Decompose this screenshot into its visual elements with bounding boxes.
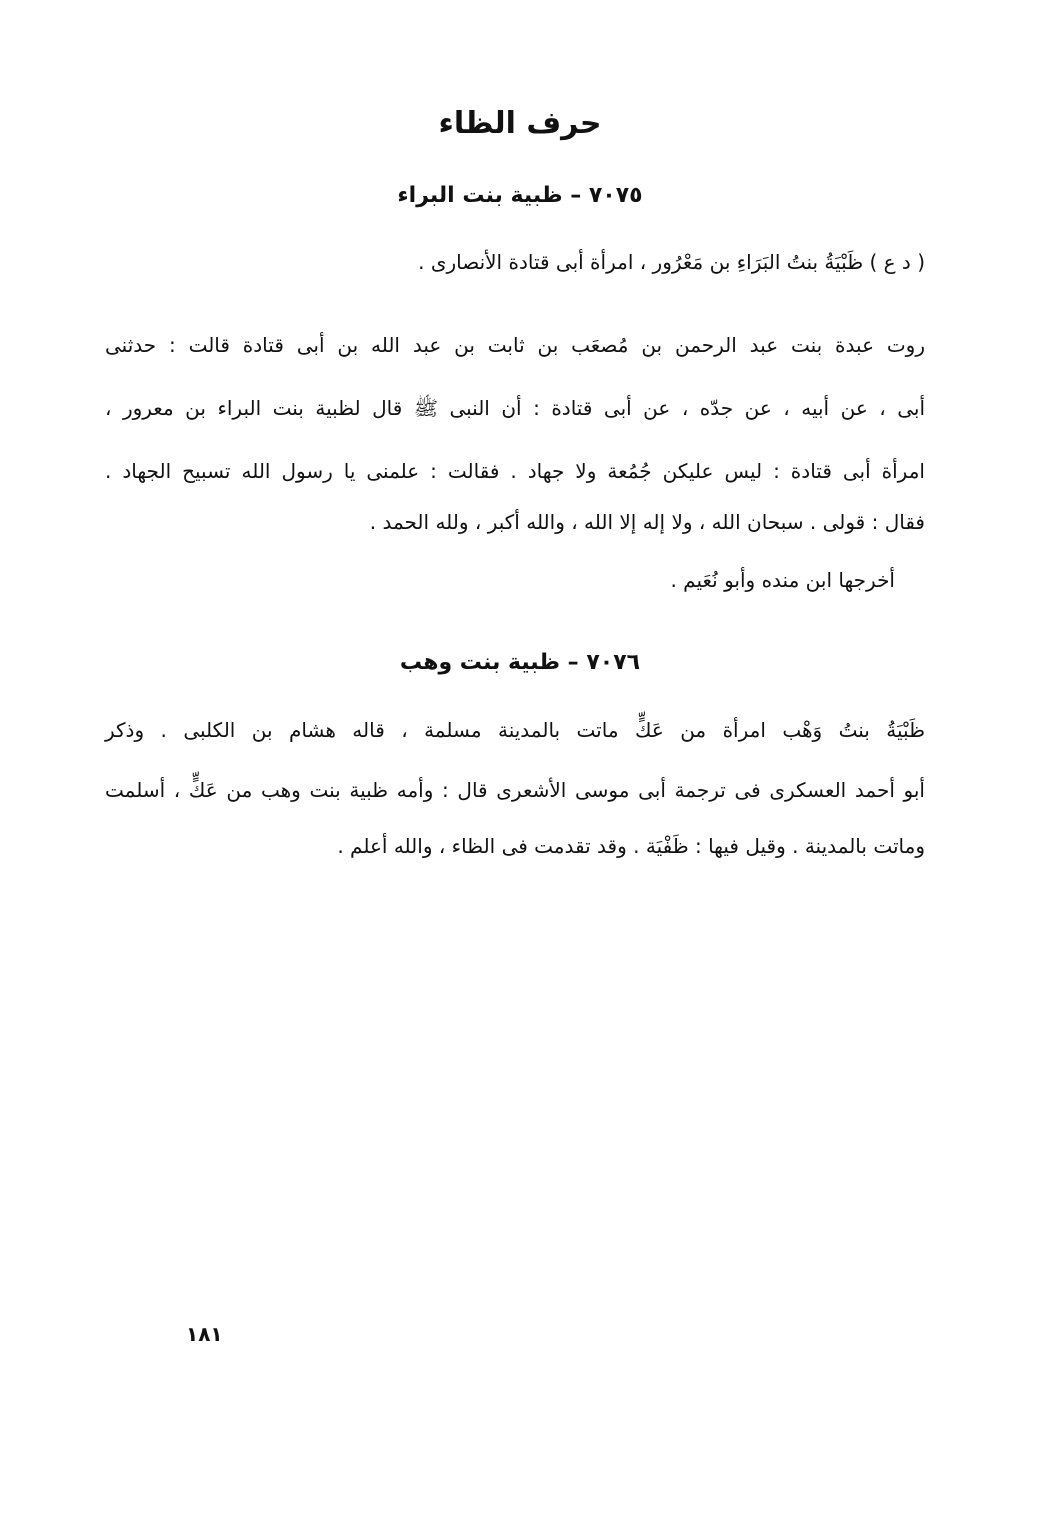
entry-intro-line: ( د ع ) ظَبْيَةُ بنتُ البَرَاءِ بن مَعْرُور ، امرأة أبى قتادة الأنصارى . bbox=[418, 250, 925, 274]
entry-text-line: أبو أحمد العسكرى فى ترجمة أبى موسى الأشعرى قال : وأمه ظبية بنت وهب من عَكٍّ ، أسلمت bbox=[105, 778, 925, 802]
entry-source-line: أخرجها ابن منده وأبو نُعَيم . bbox=[670, 568, 895, 592]
chapter-title: حرف الظاء bbox=[438, 106, 602, 141]
entry-text-line: أبى ، عن أبيه ، عن جدّه ، عن أبى قتادة : أن النبى ﷺ قال لظبية بنت البراء بن معرور ، bbox=[105, 396, 925, 420]
entry-text-line: فقال : قولى . سبحان الله ، ولا إله إلا الله ، والله أكبر ، ولله الحمد . bbox=[369, 510, 925, 534]
entry-heading-7075: ٧٠٧٥ – ظبية بنت البراء bbox=[397, 183, 643, 208]
entry-text-line: روت عبدة بنت عبد الرحمن بن مُصعَب بن ثابت بن عبد الله بن أبى قتادة قالت : حدثنى bbox=[105, 333, 925, 357]
page-number: ١٨١ bbox=[186, 1322, 223, 1346]
entry-text-line: امرأة أبى قتادة : ليس عليكن جُمُعة ولا جهاد . فقالت : علمنى يا رسول الله تسبيح الجهاد . bbox=[105, 459, 925, 483]
entry-text-line: وماتت بالمدينة . وقيل فيها : ظَفْيَة . وقد تقدمت فى الظاء ، والله أعلم . bbox=[337, 834, 925, 858]
entry-text-line: ظَبْيَةُ بنتُ وَهْب امرأة من عَكٍّ ماتت بالمدينة مسلمة ، قاله هشام بن الكلبى . وذكر bbox=[105, 718, 925, 742]
entry-heading-7076: ٧٠٧٦ – ظبية بنت وهب bbox=[399, 650, 641, 675]
